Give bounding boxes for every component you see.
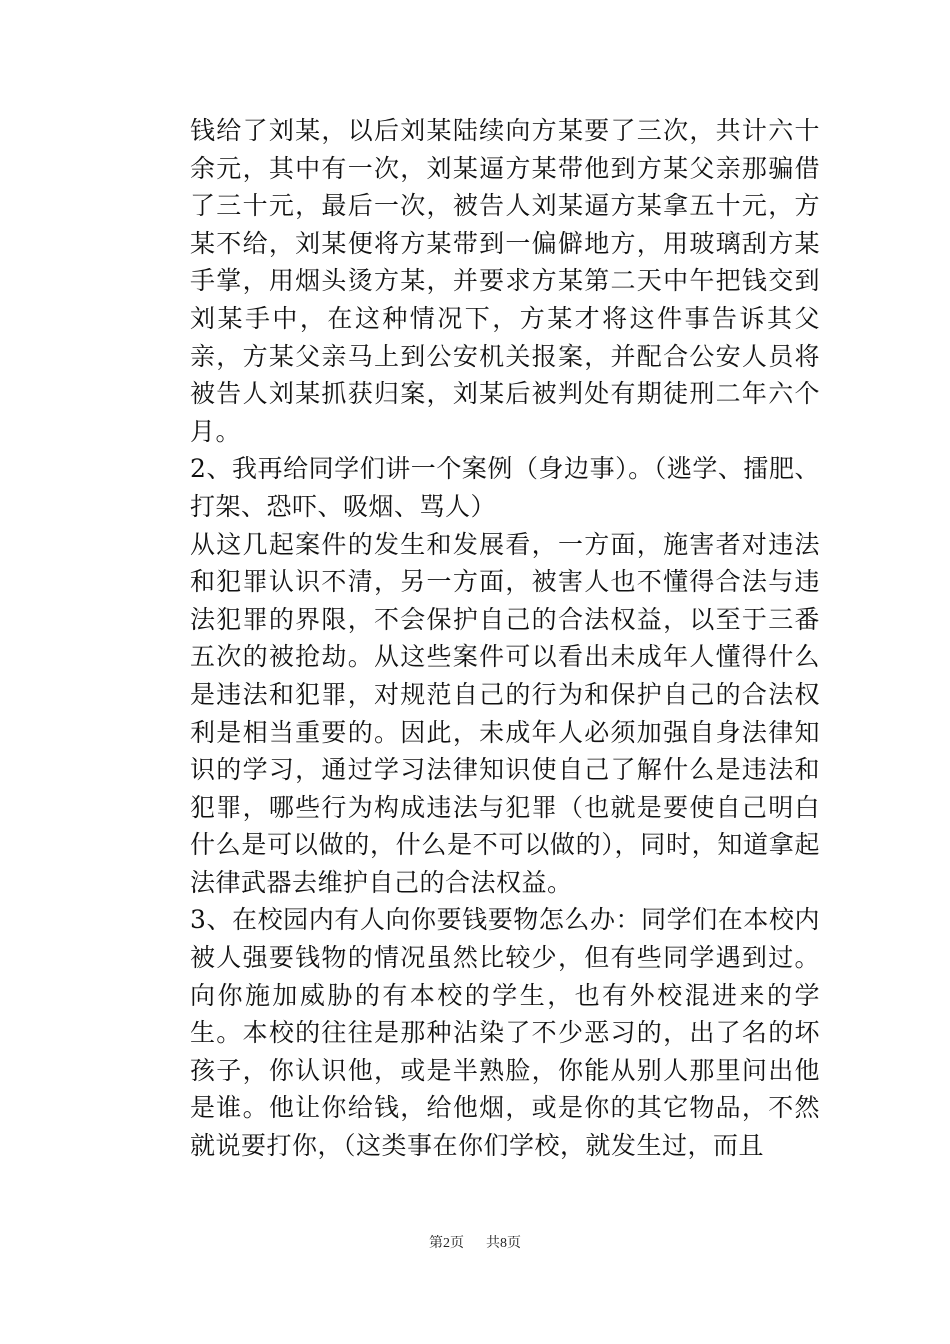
paragraph-point-3: 3、在校园内有人向你要钱要物怎么办：同学们在本校内被人强要钱物的情况虽然比较少，但有些同学遇到过。向你施加威胁的有本校的学生，也有外校混进来的学生。本校的往往是那种沾染了不少恶习的，出了名的坏孩子，你认识他，或是半熟脸，你能从别人那里问出他是谁。他让你给钱，给他烟，或是你的其它物品，不然就说要打你，（这类事在你们学校，就发生过，而且 <box>190 905 820 1161</box>
page-footer <box>0 1232 950 1252</box>
paragraph-analysis: 从这几起案件的发生和发展看，一方面，施害者对违法和犯罪认识不清，另一方面，被害人也不懂得合法与违法犯罪的界限，不会保护自己的合法权益，以至于三番五次的被抢劫。从这些案件可以看出未成年人懂得什么是违法和犯罪，对规范自己的行为和保护自己的合法权利是相当重要的。因此，未成年人必须加强自身法律知识的学习，通过学习法律知识使自己了解什么是违法和犯罪，哪些行为构成违法与犯罪（也就是要使自己明白什么是可以做的，什么是不可以做的），同时，知道拿起法律武器去维护自己的合法权益。 <box>190 529 820 897</box>
paragraph-case-continuation: 钱给了刘某，以后刘某陆续向方某要了三次，共计六十余元，其中有一次，刘某逼方某带他到方某父亲那骗借了三十元，最后一次，被告人刘某逼方某拿五十元，方某不给，刘某便将方某带到一偏僻地方，用玻璃刮方某手掌，用烟头烫方某，并要求方某第二天中午把钱交到刘某手中，在这种情况下，方某才将这件事告诉其父亲，方某父亲马上到公安机关报案，并配合公安人员将被告人刘某抓获归案，刘某后被判处有期徒刑二年六个月。 <box>190 116 820 446</box>
document-body <box>190 112 820 1165</box>
page-number-current: 第2页 <box>429 1236 464 1251</box>
page-number-total: 共8页 <box>486 1236 521 1251</box>
paragraph-point-2: 2、我再给同学们讲一个案例（身边事）。（逃学、擂肥、打架、恐吓、吸烟、骂人） <box>190 454 820 521</box>
